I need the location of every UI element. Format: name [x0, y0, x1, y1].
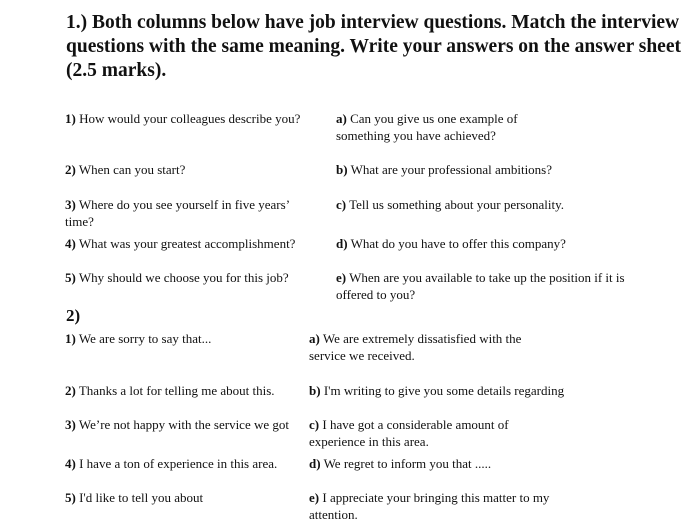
- item-text: Why should we choose you for this job?: [78, 270, 289, 285]
- item-letter: e): [336, 270, 347, 285]
- item-text: We are extremely dissatisfied with the service we received.: [309, 331, 522, 363]
- part2-phrase-5: [65, 489, 305, 506]
- part2-phrase-1: [65, 330, 305, 347]
- part1-question-2: [65, 161, 327, 178]
- item-letter: a): [309, 331, 320, 346]
- part2-phrase-2: [65, 382, 305, 399]
- item-number: 1): [65, 331, 76, 346]
- item-letter: c): [309, 417, 320, 432]
- item-text: What was your greatest accomplishment?: [78, 236, 296, 251]
- item-number: 2): [65, 162, 76, 177]
- item-number: 4): [65, 456, 76, 471]
- part2-heading: 2): [66, 306, 81, 325]
- part1-answer-e: [336, 269, 626, 303]
- part2-phrase-d: [309, 455, 599, 472]
- part1-answer-b: [336, 161, 626, 178]
- part1-answer-c: [336, 196, 626, 213]
- item-text: We’re not happy with the service we got: [78, 417, 289, 432]
- part2-phrase-c: [309, 416, 534, 450]
- item-number: 5): [65, 490, 76, 505]
- item-text: Can you give us one example of something you have achieved?: [336, 111, 518, 143]
- exercise-title: 1.) Both columns below have job interview questions. Match the interview questions with the same meaning. Write your answers on the answer sheet (2.5 marks).: [66, 12, 681, 81]
- item-letter: b): [336, 162, 348, 177]
- item-letter: c): [336, 197, 347, 212]
- item-text: We regret to inform you that .....: [323, 456, 492, 471]
- item-text: When can you start?: [78, 162, 186, 177]
- item-number: 3): [65, 197, 76, 212]
- part1-question-3: [65, 196, 315, 230]
- item-text: What do you have to offer this company?: [350, 236, 566, 251]
- item-text: Tell us something about your personality.: [349, 197, 565, 212]
- part2-phrase-b: [309, 382, 599, 399]
- item-text: I have a ton of experience in this area.: [79, 456, 278, 471]
- item-text: Where do you see yourself in five years’ time?: [65, 197, 290, 229]
- part1-question-1: [65, 110, 327, 127]
- part1-question-4: [65, 235, 327, 252]
- item-letter: e): [309, 490, 320, 505]
- item-letter: b): [309, 383, 321, 398]
- item-text: Thanks a lot for telling me about this.: [78, 383, 275, 398]
- item-text: I have got a considerable amount of experience in this area.: [309, 417, 509, 449]
- item-number: 4): [65, 236, 76, 251]
- part1-question-5: [65, 269, 327, 286]
- part2-phrase-3: [65, 416, 315, 433]
- item-text: What are your professional ambitions?: [350, 162, 553, 177]
- part1-answer-a: [336, 110, 551, 144]
- item-text: I'd like to tell you about: [79, 490, 204, 505]
- part1-answer-d: [336, 235, 626, 252]
- item-text: I'm writing to give you some details regarding: [323, 383, 565, 398]
- item-text: I appreciate your bringing this matter to my attention.: [309, 490, 550, 522]
- item-text: We are sorry to say that...: [78, 331, 212, 346]
- item-number: 5): [65, 270, 76, 285]
- item-number: 1): [65, 111, 76, 126]
- item-text: When are you available to take up the position if it is offered to you?: [336, 270, 625, 302]
- part2-phrase-e: [309, 489, 579, 523]
- item-number: 3): [65, 417, 76, 432]
- part2-phrase-a: [309, 330, 549, 364]
- item-letter: a): [336, 111, 347, 126]
- part2-phrase-4: [65, 455, 305, 472]
- item-number: 2): [65, 383, 76, 398]
- item-letter: d): [336, 236, 348, 251]
- item-letter: d): [309, 456, 321, 471]
- item-text: How would your colleagues describe you?: [79, 111, 301, 126]
